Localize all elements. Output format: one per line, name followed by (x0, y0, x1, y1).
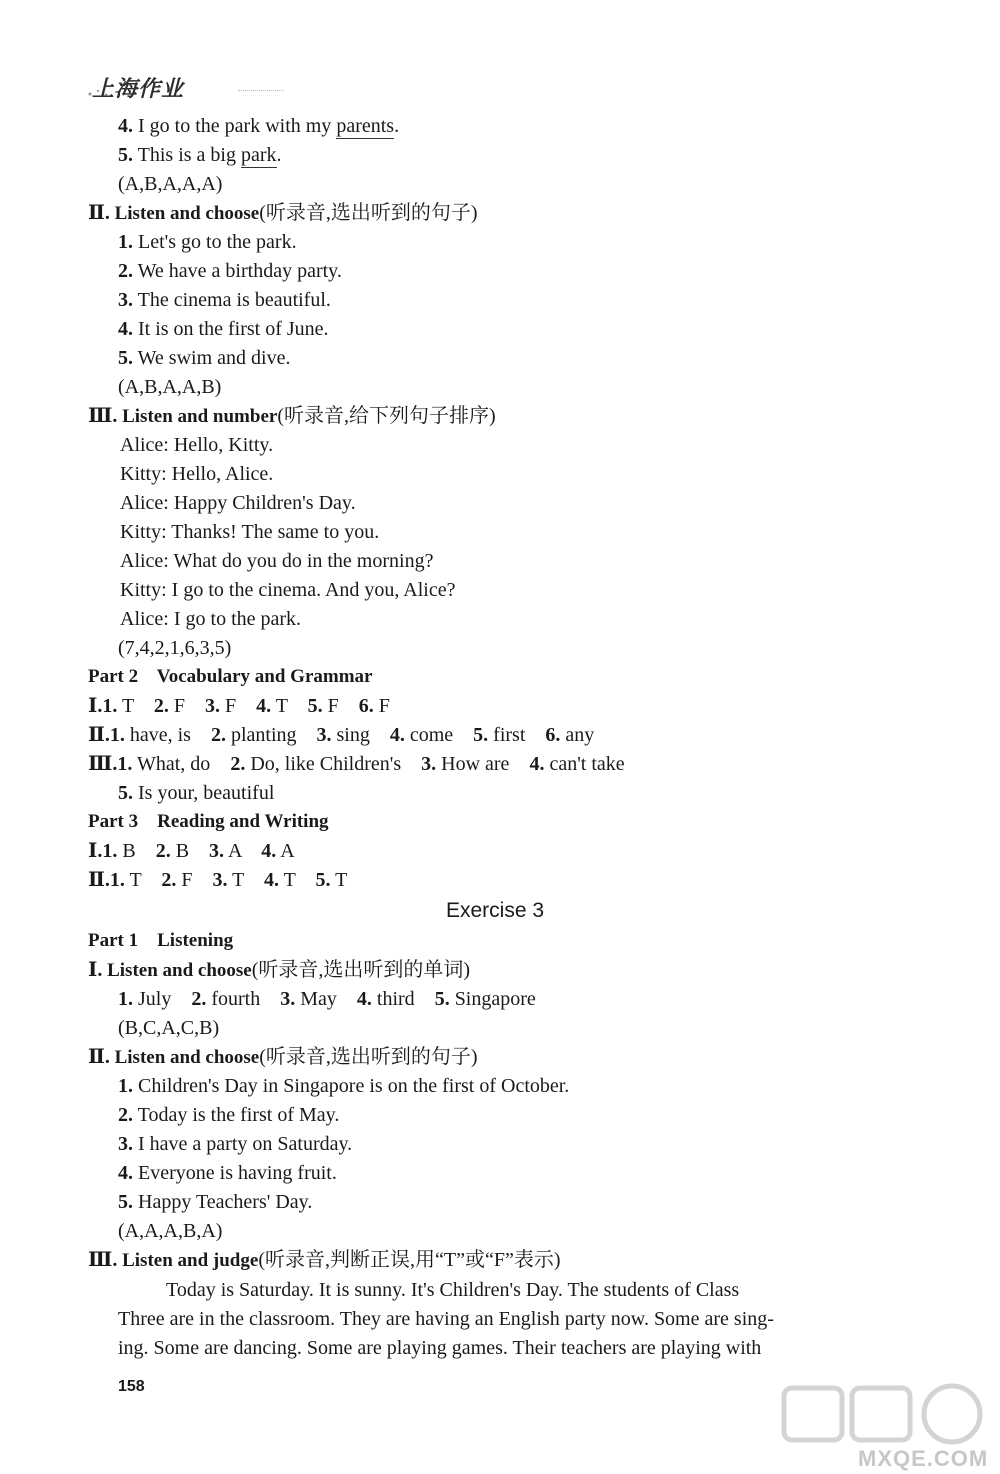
answer-row (88, 839, 295, 863)
answer-row (88, 694, 390, 718)
dialogue-line: Alice: What do you do in the morning? (120, 550, 434, 572)
item-answer: come (404, 724, 474, 746)
item-number: 4. (529, 753, 545, 775)
item-answer: F (322, 695, 359, 717)
item-number: 4. (256, 695, 272, 717)
answer-row (88, 868, 347, 892)
item-number: 5. (307, 695, 323, 717)
item-answer: T (124, 869, 162, 891)
item-answer: Singapore (449, 988, 536, 1010)
item-answer: any (560, 724, 595, 746)
sentence: 1. Let's go to the park. (118, 231, 297, 253)
item-number: 3. (316, 724, 332, 746)
item-number: 5. (434, 988, 450, 1010)
answer-key: (B,C,A,C,B) (118, 1017, 220, 1039)
part-heading: Part 3 Reading and Writing (88, 811, 329, 832)
sentence: 5. We swim and dive. (118, 347, 291, 369)
sentence: 4. It is on the first of June. (118, 318, 329, 340)
item-answer: F (219, 695, 257, 717)
item-number: 5. (473, 724, 489, 746)
answer-key: (A,B,A,A,B) (118, 376, 222, 398)
answer-line: 4. I go to the park with my parents. (118, 115, 400, 137)
dialogue-line: Kitty: Hello, Alice. (120, 463, 274, 485)
dialogue-line: Kitty: Thanks! The same to you. (120, 521, 380, 543)
item-answer: A (276, 840, 295, 862)
item-answer: How are (436, 753, 530, 775)
item-answer: first (488, 724, 546, 746)
dialogue-line: Alice: Hello, Kitty. (120, 434, 274, 456)
item-number: 6. (358, 695, 374, 717)
item-answer: F (168, 695, 205, 717)
item-number: 3. (204, 695, 220, 717)
exercise-title: Exercise 3 (446, 899, 545, 922)
page-number: 158 (118, 1378, 145, 1395)
passage-line: Three are in the classroom. They are having an English party now. Some are sing- (118, 1308, 774, 1330)
item-number: 2. (210, 724, 226, 746)
item-number: Ⅲ.1. (88, 753, 133, 775)
item-answer: third (371, 988, 435, 1010)
item-number: 2. (153, 695, 169, 717)
header-divider (238, 90, 284, 91)
sentence: 5. Happy Teachers' Day. (118, 1191, 313, 1213)
item-number: 2. (155, 840, 171, 862)
item-number: Ⅰ.1. (88, 840, 118, 862)
section-heading: Ⅲ. Listen and judge(听录音,判断正误,用“T”或“F”表示) (88, 1249, 561, 1271)
item-answer: F (373, 695, 390, 717)
item-answer: T (117, 695, 154, 717)
item-answer: Do, like Children's (245, 753, 422, 775)
item-answer: planting (225, 724, 317, 746)
watermark-text: MXQE.COM (858, 1446, 989, 1471)
answer-key: (7,4,2,1,6,3,5) (118, 637, 232, 659)
passage-line: ing. Some are dancing. Some are playing games. Their teachers are playing with (118, 1337, 762, 1359)
item-number: 1. (118, 988, 133, 1010)
item-answer: Is your, beautiful (133, 782, 275, 804)
answer-line: 5. This is a big park. (118, 144, 282, 166)
answer-key: (A,B,A,A,A) (118, 173, 223, 195)
part-heading: Part 1 Listening (88, 930, 234, 951)
item-answer: T (330, 869, 348, 891)
item-answer: B (117, 840, 156, 862)
sentence: 2. We have a birthday party. (118, 260, 342, 282)
item-number: 4. (356, 988, 372, 1010)
sentence: 4. Everyone is having fruit. (118, 1162, 337, 1184)
item-answer: sing (331, 724, 390, 746)
answer-row (118, 781, 274, 805)
answer-key: (A,A,A,B,A) (118, 1220, 223, 1242)
item-number: 3. (209, 840, 225, 862)
item-answer: T (227, 869, 264, 891)
dialogue-line: Alice: Happy Children's Day. (120, 492, 356, 514)
item-answer: July (133, 988, 192, 1010)
answer-row (88, 752, 625, 776)
passage-line: Today is Saturday. It is sunny. It's Children's Day. The students of Class (166, 1279, 740, 1301)
item-number: 5. (118, 782, 133, 804)
item-number: Ⅱ.1. (88, 869, 125, 891)
item-number: 2. (161, 869, 177, 891)
item-number: Ⅰ.1. (88, 695, 118, 717)
item-answer: can't take (544, 753, 625, 775)
item-answer: have, is (124, 724, 211, 746)
item-number: 4. (263, 869, 279, 891)
section-heading: Ⅱ. Listen and choose(听录音,选出听到的句子) (88, 1046, 478, 1068)
header-logo: 上海作业 (92, 77, 185, 102)
item-answer: T (271, 695, 308, 717)
item-answer: B (170, 840, 210, 862)
item-number: 5. (315, 869, 331, 891)
section-heading: Ⅲ. Listen and number(听录音,给下列句子排序) (88, 405, 496, 427)
sentence: 2. Today is the first of May. (118, 1104, 340, 1126)
item-answer: F (176, 869, 213, 891)
item-answer: fourth (206, 988, 281, 1010)
answer-row (88, 723, 594, 747)
item-number: 4. (261, 840, 277, 862)
item-answer: A (224, 840, 262, 862)
item-number: 3. (280, 988, 296, 1010)
section-heading: Ⅰ. Listen and choose(听录音,选出听到的单词) (88, 959, 471, 981)
item-number: 3. (421, 753, 437, 775)
sentence: 1. Children's Day in Singapore is on the first of October. (118, 1075, 570, 1097)
item-answer: T (278, 869, 316, 891)
item-number: Ⅱ.1. (88, 724, 125, 746)
dialogue-line: Alice: I go to the park. (120, 608, 302, 630)
item-answer: What, do (132, 753, 231, 775)
sentence: 3. The cinema is beautiful. (118, 289, 331, 311)
item-number: 2. (230, 753, 246, 775)
item-number: 3. (212, 869, 228, 891)
answer-row (118, 987, 536, 1011)
section-heading: Ⅱ. Listen and choose(听录音,选出听到的句子) (88, 202, 478, 224)
item-answer: May (295, 988, 357, 1010)
item-number: 4. (389, 724, 405, 746)
dialogue-line: Kitty: I go to the cinema. And you, Alice? (120, 579, 456, 601)
item-number: 2. (191, 988, 207, 1010)
sentence: 3. I have a party on Saturday. (118, 1133, 353, 1155)
item-number: 6. (545, 724, 561, 746)
part-heading: Part 2 Vocabulary and Grammar (88, 666, 373, 687)
